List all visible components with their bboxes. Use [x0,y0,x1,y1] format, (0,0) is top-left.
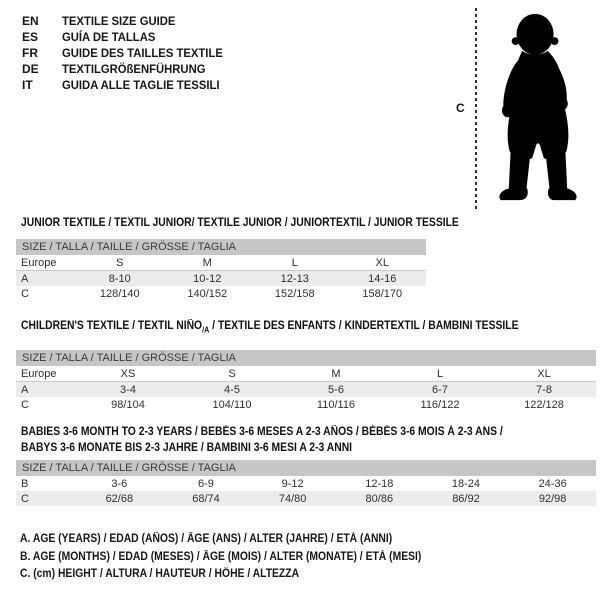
language-title: GUIDA ALLE TAGLIE TESSILI [62,78,220,92]
cell: 140/152 [187,287,228,300]
language-row [22,45,233,61]
cell: 8-10 [108,272,131,285]
row-label: C [21,492,29,505]
cell: 152/158 [274,287,315,300]
cell: 12-13 [280,272,309,285]
language-code: ES [22,30,39,44]
cell: L [388,366,492,382]
baby-silhouette-image [484,7,592,207]
height-measure-label: C [456,101,465,115]
measure-legend [20,531,466,584]
legend-line-b: B. AGE (MONTHS) / EDAD (MESES) / ÂGE (MOIS) / ALTER (MONATE) / ETÀ (MESI) [20,550,422,563]
children-title [21,318,539,338]
language-title: GUÍA DE TALLAS [62,30,156,44]
cell: 80/86 [365,492,394,505]
cell: XS [76,366,180,382]
cell: 5-6 [328,383,344,396]
cell: 128/140 [99,287,140,300]
cell: M [284,366,388,382]
cell: XL [339,255,427,271]
height-dotted-line [475,8,477,209]
children-title-pre: CHILDREN'S TEXTILE / TEXTIL NIÑO [21,320,203,332]
cell: 62/68 [105,492,134,505]
cell: S [180,366,284,382]
language-code: DE [22,62,39,76]
table-header-row [16,460,596,476]
cell: XL [492,366,596,382]
row-label: A [21,383,29,396]
cell: 68/74 [192,492,220,505]
cell: M [164,255,252,271]
junior-section [16,215,459,301]
cell: 86/92 [452,492,480,505]
cell: 4-5 [224,383,240,396]
cell: L [251,255,339,271]
babies-size-table [16,460,596,506]
size-header: SIZE / TALLA / TAILLE / GRÖSSE / TAGLIA [16,239,426,255]
cell: 116/122 [420,398,460,411]
children-title-post: / TEXTILE DES ENFANTS / KINDERTEXTIL / BAMBINI TESSILE [209,320,519,332]
cell: 18-24 [451,477,481,490]
row-label: Europe [16,366,76,382]
cell: 9-12 [281,477,304,490]
children-section [16,318,596,412]
children-size-table [16,350,596,412]
cell: 158/170 [362,287,403,300]
row-label: C [21,398,29,411]
cell: 10-12 [193,272,222,285]
language-code: FR [22,46,38,60]
size-header: SIZE / TALLA / TAILLE / GRÖSSE / TAGLIA [16,350,596,366]
cell: 92/98 [538,492,567,505]
baby-silhouette-svg [484,7,592,207]
language-code: IT [22,78,33,92]
cell: 110/116 [316,398,356,411]
cell: 6-7 [432,383,448,396]
row-label: Europe [16,255,76,271]
language-title: TEXTILE SIZE GUIDE [62,14,176,28]
cell: 74/80 [278,492,307,505]
junior-size-table [16,239,426,301]
cell: 122/128 [524,398,564,411]
table-row-c [16,286,426,301]
table-row-a [16,271,426,287]
babies-title-line2: BABYS 3-6 MONATE BIS 2-3 JAHRE / BAMBINI 3-6 MESI A 2-3 ANNI [21,442,353,454]
row-label: A [21,272,29,285]
language-row [22,61,233,77]
babies-title-line1: BABIES 3-6 MONTH TO 2-3 YEARS / BEBÉS 3-6 MESES A 2-3 AÑOS / BÉBÉS 3-6 MOIS À 2-3 ANS / [21,426,503,438]
row-label: C [21,287,29,300]
language-title: GUIDE DES TAILLES TEXTILE [62,46,223,60]
cell: 104/110 [212,398,252,411]
cell: 14-16 [368,272,397,285]
cell: 12-18 [365,477,394,490]
table-row-c [16,397,596,412]
legend-line-c: C. (cm) HEIGHT / ALTURA / HAUTEUR / HÖHE / ALTEZZA [20,568,300,580]
cell: 7-8 [536,383,552,396]
cell: 3-4 [120,383,136,396]
language-code: EN [22,14,39,28]
cell: 3-6 [111,477,128,490]
language-title: TEXTILGRÖßENFÜHRUNG [62,62,206,76]
language-row [22,29,233,45]
cell: S [76,255,164,271]
language-list [22,13,233,93]
babies-section [16,424,596,506]
language-row [22,13,233,29]
row-label: B [21,477,29,490]
legend-line-a: A. AGE (YEARS) / EDAD (AÑOS) / ÂGE (ANS) / ALTER (JAHRE) / ETÀ (ANNI) [20,533,393,545]
cell: 24-36 [538,477,567,490]
table-header-row [16,350,596,366]
table-row-europe [16,366,596,382]
table-row-b [16,476,596,491]
cell: 98/104 [111,398,145,411]
table-row-europe [16,255,426,271]
cell: 6-9 [198,477,214,490]
table-header-row [16,239,426,255]
language-row [22,77,233,93]
table-row-a [16,382,596,398]
table-row-c [16,491,596,506]
size-header: SIZE / TALLA / TAILLE / GRÖSSE / TAGLIA [16,460,596,476]
junior-title: JUNIOR TEXTILE / TEXTIL JUNIOR/ TEXTILE JUNIOR / JUNIORTEXTIL / JUNIOR TESSILE [21,217,459,229]
children-title-sub: /A [202,325,210,335]
